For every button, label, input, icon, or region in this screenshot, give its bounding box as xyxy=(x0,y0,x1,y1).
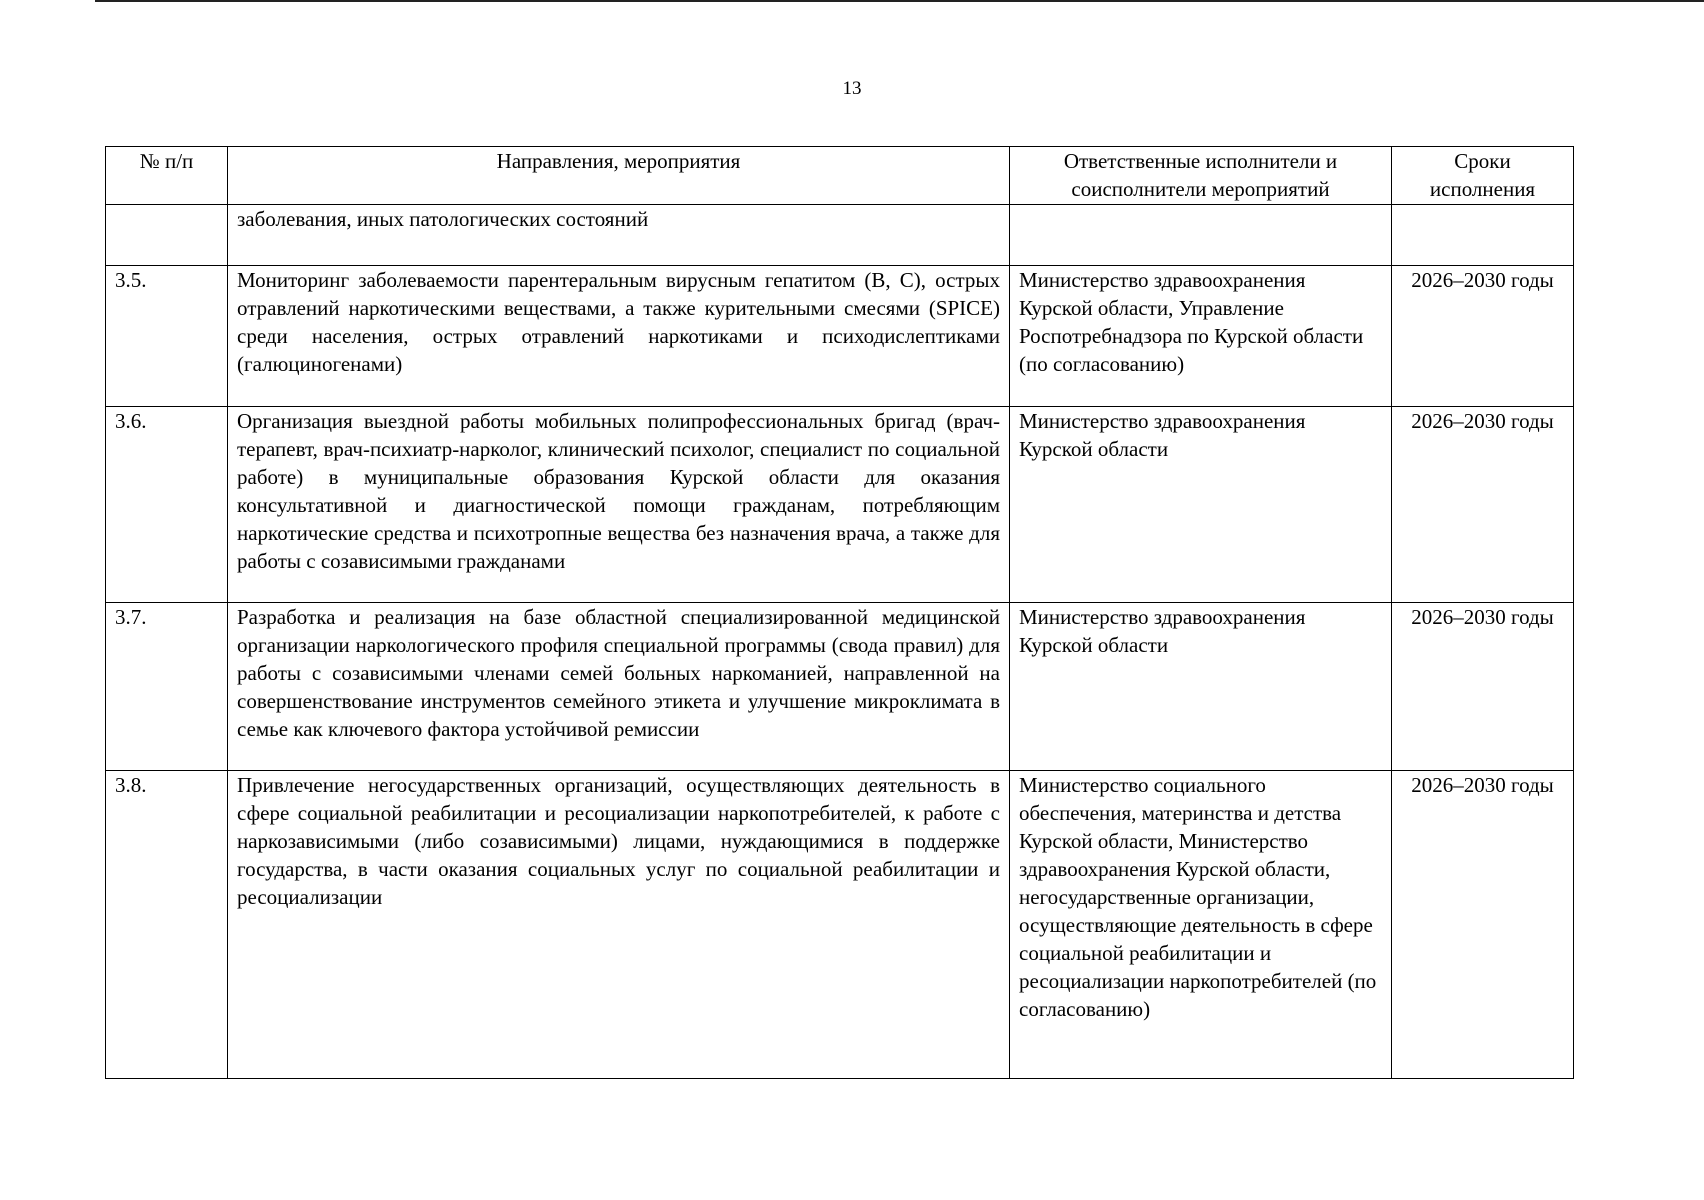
cell-number: 3.7. xyxy=(106,603,228,771)
header-deadlines: Сроки исполнения xyxy=(1392,147,1574,205)
cell-number xyxy=(106,205,228,266)
cell-activity: Организация выездной работы мобильных полипрофессиональных бригад (врач-терапевт, врач-психиатр-нарколог, клинический психолог, специалист по социальной работе) в муниципальные образования Курской области для оказания консультативной и диагностической помощи гражданам, потребляющим наркотические средства и психотропные вещества без назначения врача, а также для работы с созависимыми гражданами xyxy=(228,407,1010,603)
cell-executors xyxy=(1010,205,1392,266)
cell-executors: Министерство здравоохранения Курской области, Управление Роспотребнадзора по Курской области (по согласованию) xyxy=(1010,266,1392,407)
header-activities: Направления, мероприятия xyxy=(228,147,1010,205)
cell-activity: Мониторинг заболеваемости парентеральным вирусным гепатитом (В, С), острых отравлений наркотическими веществами, а также курительными смесями (SPICE) среди населения, острых отравлений наркотиками и психодислептиками (галюциногенами) xyxy=(228,266,1010,407)
cell-executors: Министерство здравоохранения Курской области xyxy=(1010,407,1392,603)
cell-number: 3.8. xyxy=(106,771,228,1079)
table-header-row xyxy=(106,147,1574,205)
cell-activity: Разработка и реализация на базе областной специализированной медицинской организации наркологического профиля специальной программы (свода правил) для работы с созависимыми членами семей больных наркоманией, направленной на совершенствование инструментов семейного этикета и улучшение микроклимата в семье как ключевого фактора устойчивой ремиссии xyxy=(228,603,1010,771)
table-row xyxy=(106,771,1574,1079)
cell-number: 3.6. xyxy=(106,407,228,603)
page-number: 13 xyxy=(842,78,862,99)
cell-deadline xyxy=(1392,205,1574,266)
cell-number: 3.5. xyxy=(106,266,228,407)
cell-executors: Министерство социального обеспечения, материнства и детства Курской области, Министерство здравоохранения Курской области, негосударственные организации, осуществляющие деятельность в сфере социальной реабилитации и ресоциализации наркопотребителей (по согласованию) xyxy=(1010,771,1392,1079)
table-row xyxy=(106,603,1574,771)
table-row xyxy=(106,266,1574,407)
activities-table xyxy=(105,146,1574,1079)
cell-executors: Министерство здравоохранения Курской области xyxy=(1010,603,1392,771)
header-executors: Ответственные исполнители и соисполнители мероприятий xyxy=(1010,147,1392,205)
table-row-continuation xyxy=(106,205,1574,266)
cell-deadline: 2026–2030 годы xyxy=(1392,771,1574,1079)
cell-deadline: 2026–2030 годы xyxy=(1392,266,1574,407)
table-row xyxy=(106,407,1574,603)
cell-deadline: 2026–2030 годы xyxy=(1392,603,1574,771)
cell-deadline: 2026–2030 годы xyxy=(1392,407,1574,603)
top-border-line xyxy=(95,0,1704,2)
header-number: № п/п xyxy=(106,147,228,205)
cell-activity: Привлечение негосударственных организаций, осуществляющих деятельность в сфере социальной реабилитации и ресоциализации наркопотребителей, к работе с наркозависимыми (либо созависимыми) лицами, нуждающимися в поддержке государства, в части оказания социальных услуг по социальной реабилитации и ресоциализации xyxy=(228,771,1010,1079)
cell-activity: заболевания, иных патологических состояний xyxy=(228,205,1010,266)
